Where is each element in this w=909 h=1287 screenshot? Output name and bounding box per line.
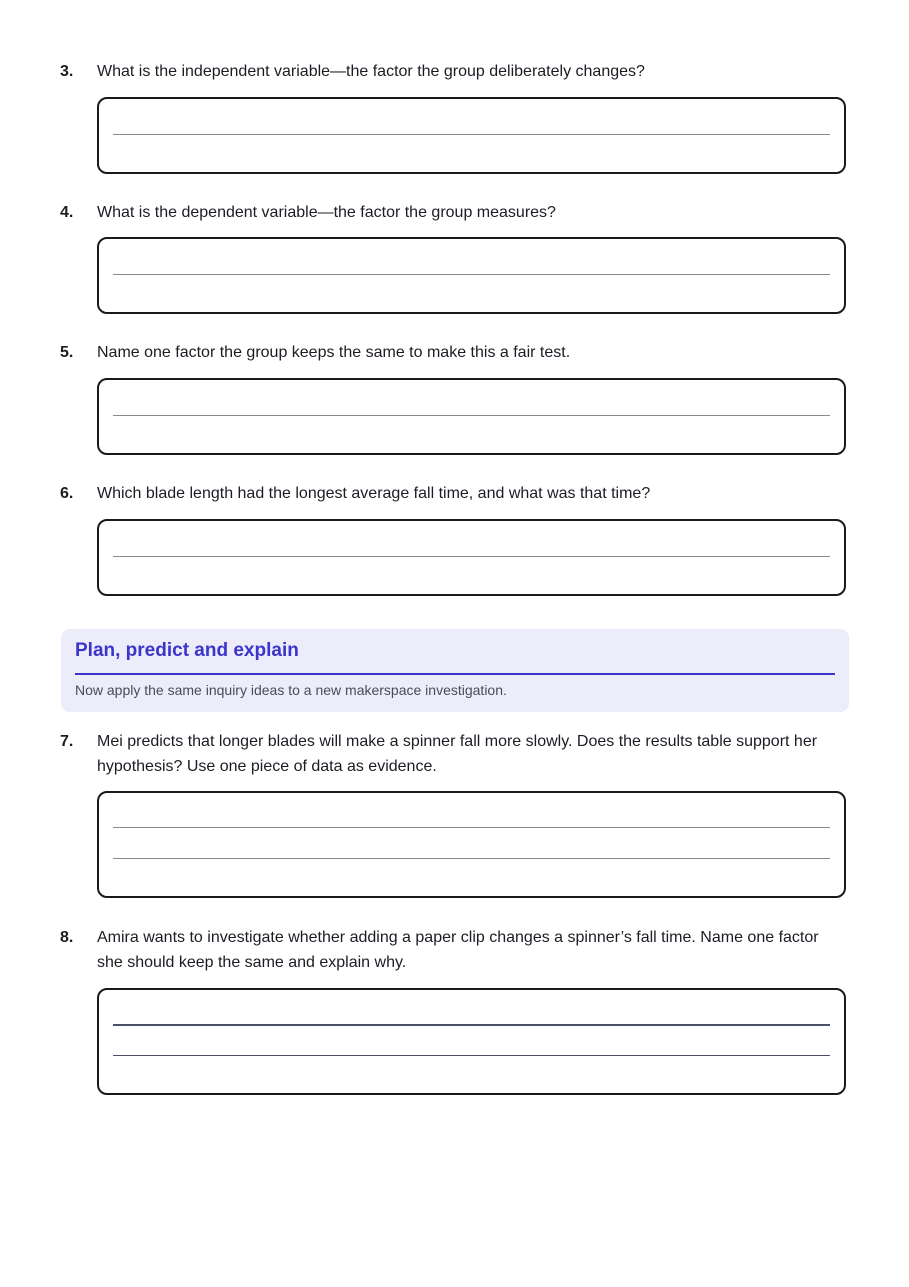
section-title: Plan, predict and explain [75, 640, 299, 661]
answer-box-5[interactable] [97, 378, 846, 455]
question-number: 8. [60, 929, 74, 946]
question-text: Amira wants to investigate whether adding a paper clip changes a spinner’s fall time. Name one factor she should keep the same and explain why. [97, 929, 819, 971]
question-text: Name one factor the group keeps the same to make this a fair test. [97, 344, 571, 361]
answer-line [113, 1024, 830, 1026]
question-number: 5. [60, 344, 74, 361]
question-text: Mei predicts that longer blades will make a spinner fall more slowly. Does the results table support her hypothesis? Use one piece of data as evidence. [97, 733, 818, 775]
answer-box-6[interactable] [97, 519, 846, 596]
answer-box-7[interactable] [97, 791, 846, 898]
question-number: 6. [60, 485, 74, 502]
answer-line [113, 827, 830, 828]
question-text: What is the dependent variable—the factor the group measures? [97, 204, 556, 221]
answer-line [113, 274, 830, 275]
section-subtitle: Now apply the same inquiry ideas to a new makerspace investigation. [75, 682, 507, 698]
question-number: 7. [60, 733, 74, 750]
question-text: What is the independent variable—the factor the group deliberately changes? [97, 63, 645, 80]
answer-line [113, 556, 830, 557]
question-number: 4. [60, 204, 74, 221]
answer-box-4[interactable] [97, 237, 846, 314]
answer-line [113, 415, 830, 416]
question-number: 3. [60, 63, 74, 80]
section-divider [75, 673, 835, 675]
answer-line [113, 1055, 830, 1056]
answer-line [113, 858, 830, 859]
answer-line [113, 134, 830, 135]
question-text: Which blade length had the longest average fall time, and what was that time? [97, 485, 651, 502]
section-banner [61, 629, 849, 712]
answer-box-8[interactable] [97, 988, 846, 1095]
answer-box-3[interactable] [97, 97, 846, 174]
